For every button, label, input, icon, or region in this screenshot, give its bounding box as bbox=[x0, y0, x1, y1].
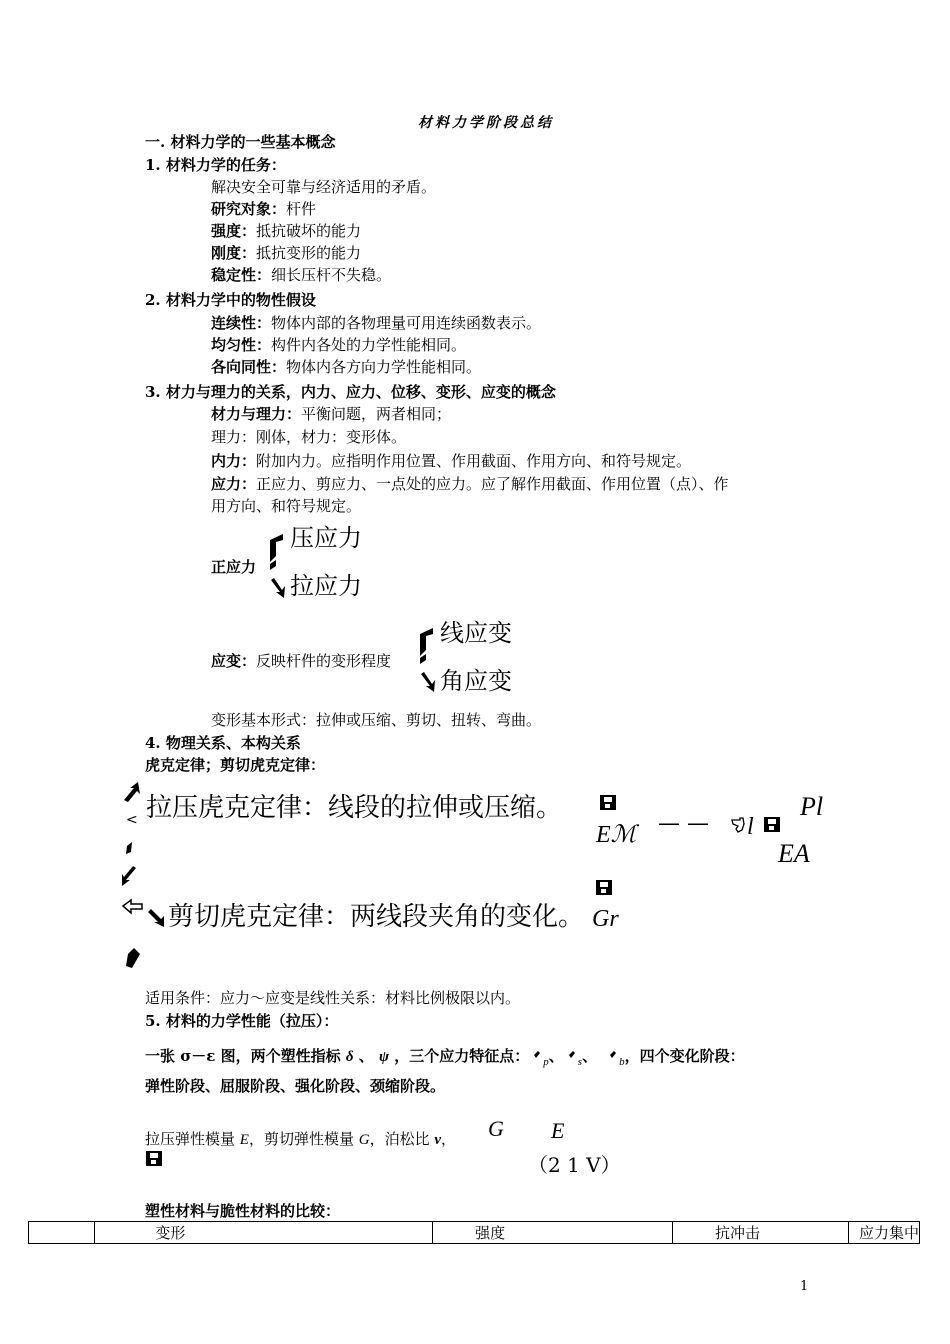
brace-icon bbox=[266, 530, 288, 604]
term-label: 应力： bbox=[211, 475, 257, 493]
formula-e bbox=[596, 820, 636, 850]
page-title: 材料力学阶段总结 bbox=[418, 115, 554, 131]
formula-pl: Pl bbox=[800, 792, 824, 821]
definition-isotropy bbox=[211, 357, 481, 377]
term-label: 刚度： bbox=[211, 244, 257, 262]
floppy-icon bbox=[764, 817, 780, 836]
text: ，四个变化阶段： bbox=[624, 1047, 745, 1065]
linear-strain: 线应变 bbox=[440, 619, 512, 647]
subscript: s bbox=[577, 1056, 583, 1068]
subscript: p bbox=[543, 1056, 549, 1068]
definition-internal-force bbox=[211, 451, 691, 471]
svg-text:<: < bbox=[126, 812, 138, 828]
text: ，剪切弹性模量 bbox=[248, 1130, 359, 1148]
term-label: 各向同性： bbox=[211, 358, 287, 376]
formula-denominator: （2 1 V） bbox=[528, 1153, 621, 1177]
term-text: 物体内部的各物理量可用连续函数表示。 bbox=[271, 314, 542, 332]
text: 一张 σ－ε 图，两个塑性指标 bbox=[145, 1047, 346, 1065]
table-header-row bbox=[29, 1222, 920, 1244]
term-text: 正应力、剪应力、一点处的应力。应了解作用截面、作用位置（点）、作 bbox=[256, 475, 729, 493]
formula-ea: EA bbox=[778, 839, 810, 868]
text: ，三个应力特征点： bbox=[389, 1047, 530, 1065]
formula-symbol: ℳ bbox=[610, 822, 637, 848]
table-header-cell: 强度 bbox=[433, 1222, 673, 1244]
paragraph: 用方向、和符号规定。 bbox=[211, 497, 362, 515]
table-header-cell: 抗冲击 bbox=[672, 1222, 848, 1244]
comparison-table bbox=[28, 1221, 920, 1244]
term-text: 附加内力。应指明作用位置、作用截面、作用方向、和符号规定。 bbox=[256, 452, 692, 470]
term-text: 细长压杆不失稳。 bbox=[271, 266, 392, 284]
subscript: b bbox=[619, 1056, 625, 1068]
term-label: 稳定性： bbox=[211, 266, 272, 284]
moduli-line bbox=[145, 1129, 456, 1150]
comparison-heading: 塑性材料与脆性材料的比较： bbox=[145, 1202, 341, 1220]
definition-research bbox=[211, 199, 316, 219]
text: 拉压弹性模量 bbox=[145, 1130, 240, 1148]
text: ，泊松比 bbox=[369, 1130, 435, 1148]
subsection-heading: 5. 材料的力学性能（拉压）： bbox=[145, 1012, 339, 1030]
paragraph: 解决安全可靠与经济适用的矛盾。 bbox=[211, 178, 437, 196]
definition-uniformity bbox=[211, 335, 466, 355]
formula-g: G bbox=[488, 1116, 504, 1141]
term-text: 反映杆件的变形程度 bbox=[256, 652, 392, 670]
angular-strain: 角应变 bbox=[440, 667, 512, 695]
brace-icon bbox=[416, 624, 438, 698]
formula-symbol: E bbox=[596, 822, 611, 848]
floppy-icon bbox=[146, 1151, 162, 1170]
text: ， bbox=[441, 1130, 457, 1148]
floppy-icon bbox=[600, 795, 616, 814]
term-label: 强度： bbox=[211, 222, 257, 240]
formula-gr: Gr bbox=[592, 906, 619, 932]
term-label: 研究对象： bbox=[211, 200, 287, 218]
definition-strain bbox=[211, 651, 391, 671]
applicable-condition: 适用条件：应力～应变是线性关系：材料比例极限以内。 bbox=[145, 989, 521, 1007]
definition-relation bbox=[211, 404, 451, 424]
tensile-stress: 拉应力 bbox=[290, 572, 362, 600]
definition-continuity bbox=[211, 313, 541, 333]
term-text: 构件内各处的力学性能相同。 bbox=[271, 336, 467, 354]
delta-symbol: δ bbox=[345, 1049, 354, 1065]
subsection-heading: 4. 物理关系、本构关系 bbox=[145, 734, 301, 752]
symbol-e: E bbox=[239, 1132, 249, 1148]
paragraph: 理力：刚体，材力：变形体。 bbox=[211, 428, 407, 446]
separator: 、 bbox=[582, 1047, 598, 1065]
sigma-icon bbox=[609, 1046, 617, 1066]
term-label: 均匀性： bbox=[211, 336, 272, 354]
sigma-icon bbox=[568, 1046, 576, 1066]
normal-stress-label: 正应力 bbox=[211, 558, 257, 576]
definition-stability bbox=[211, 265, 391, 285]
definition-stress bbox=[211, 474, 729, 494]
symbol-v: v bbox=[434, 1132, 442, 1148]
brace-icon bbox=[120, 782, 146, 976]
formula-l: l bbox=[747, 814, 754, 840]
psi-symbol: ψ bbox=[379, 1049, 390, 1065]
term-text: 抵抗变形的能力 bbox=[256, 244, 362, 262]
paragraph: 变形基本形式：拉伸或压缩、剪切、扭转、弯曲。 bbox=[211, 711, 542, 729]
term-text: 平衡问题，两者相同； bbox=[301, 405, 452, 423]
term-label: 材力与理力： bbox=[211, 405, 302, 423]
hooke-heading: 虎克定律；剪切虎克定律： bbox=[145, 756, 326, 774]
term-text: 抵抗破坏的能力 bbox=[256, 222, 362, 240]
compress-stress: 压应力 bbox=[290, 524, 362, 552]
table-header-cell: 应力集中 bbox=[848, 1222, 919, 1244]
term-label: 应变： bbox=[211, 652, 257, 670]
section-heading: 一. 材料力学的一些基本概念 bbox=[145, 133, 336, 151]
hand-icon bbox=[730, 816, 746, 838]
formula-dashes: — — bbox=[658, 811, 709, 836]
text: 、 bbox=[353, 1047, 379, 1065]
definition-stiffness bbox=[211, 243, 361, 263]
separator: 、 bbox=[548, 1047, 564, 1065]
table-header-cell bbox=[29, 1222, 95, 1244]
table-header-cell: 变形 bbox=[95, 1222, 433, 1244]
symbol-g: G bbox=[358, 1132, 370, 1148]
term-text: 物体内各方向力学性能相同。 bbox=[286, 358, 482, 376]
sigma-icon bbox=[533, 1046, 541, 1066]
page-number: 1 bbox=[800, 1279, 809, 1294]
stress-strain-summary bbox=[145, 1046, 745, 1072]
subsection-heading: 2. 材料力学中的物性假设 bbox=[145, 291, 316, 309]
term-text: 杆件 bbox=[286, 200, 317, 218]
arrow-icon bbox=[146, 908, 168, 932]
term-label: 内力： bbox=[211, 452, 257, 470]
stages-line: 弹性阶段、屈服阶段、强化阶段、颈缩阶段。 bbox=[145, 1077, 446, 1095]
definition-strength bbox=[211, 221, 361, 241]
term-label: 连续性： bbox=[211, 314, 272, 332]
tension-hooke-law: 拉压虎克定律：线段的拉伸或压缩。 bbox=[146, 793, 563, 823]
subsection-heading: 3. 材力与理力的关系，内力、应力、位移、变形、应变的概念 bbox=[145, 383, 556, 401]
floppy-icon bbox=[596, 880, 612, 899]
subsection-heading: 1. 材料力学的任务： bbox=[145, 156, 286, 174]
formula-e2: E bbox=[551, 1118, 565, 1143]
shear-hooke-law: 剪切虎克定律：两线段夹角的变化。 bbox=[168, 902, 585, 932]
